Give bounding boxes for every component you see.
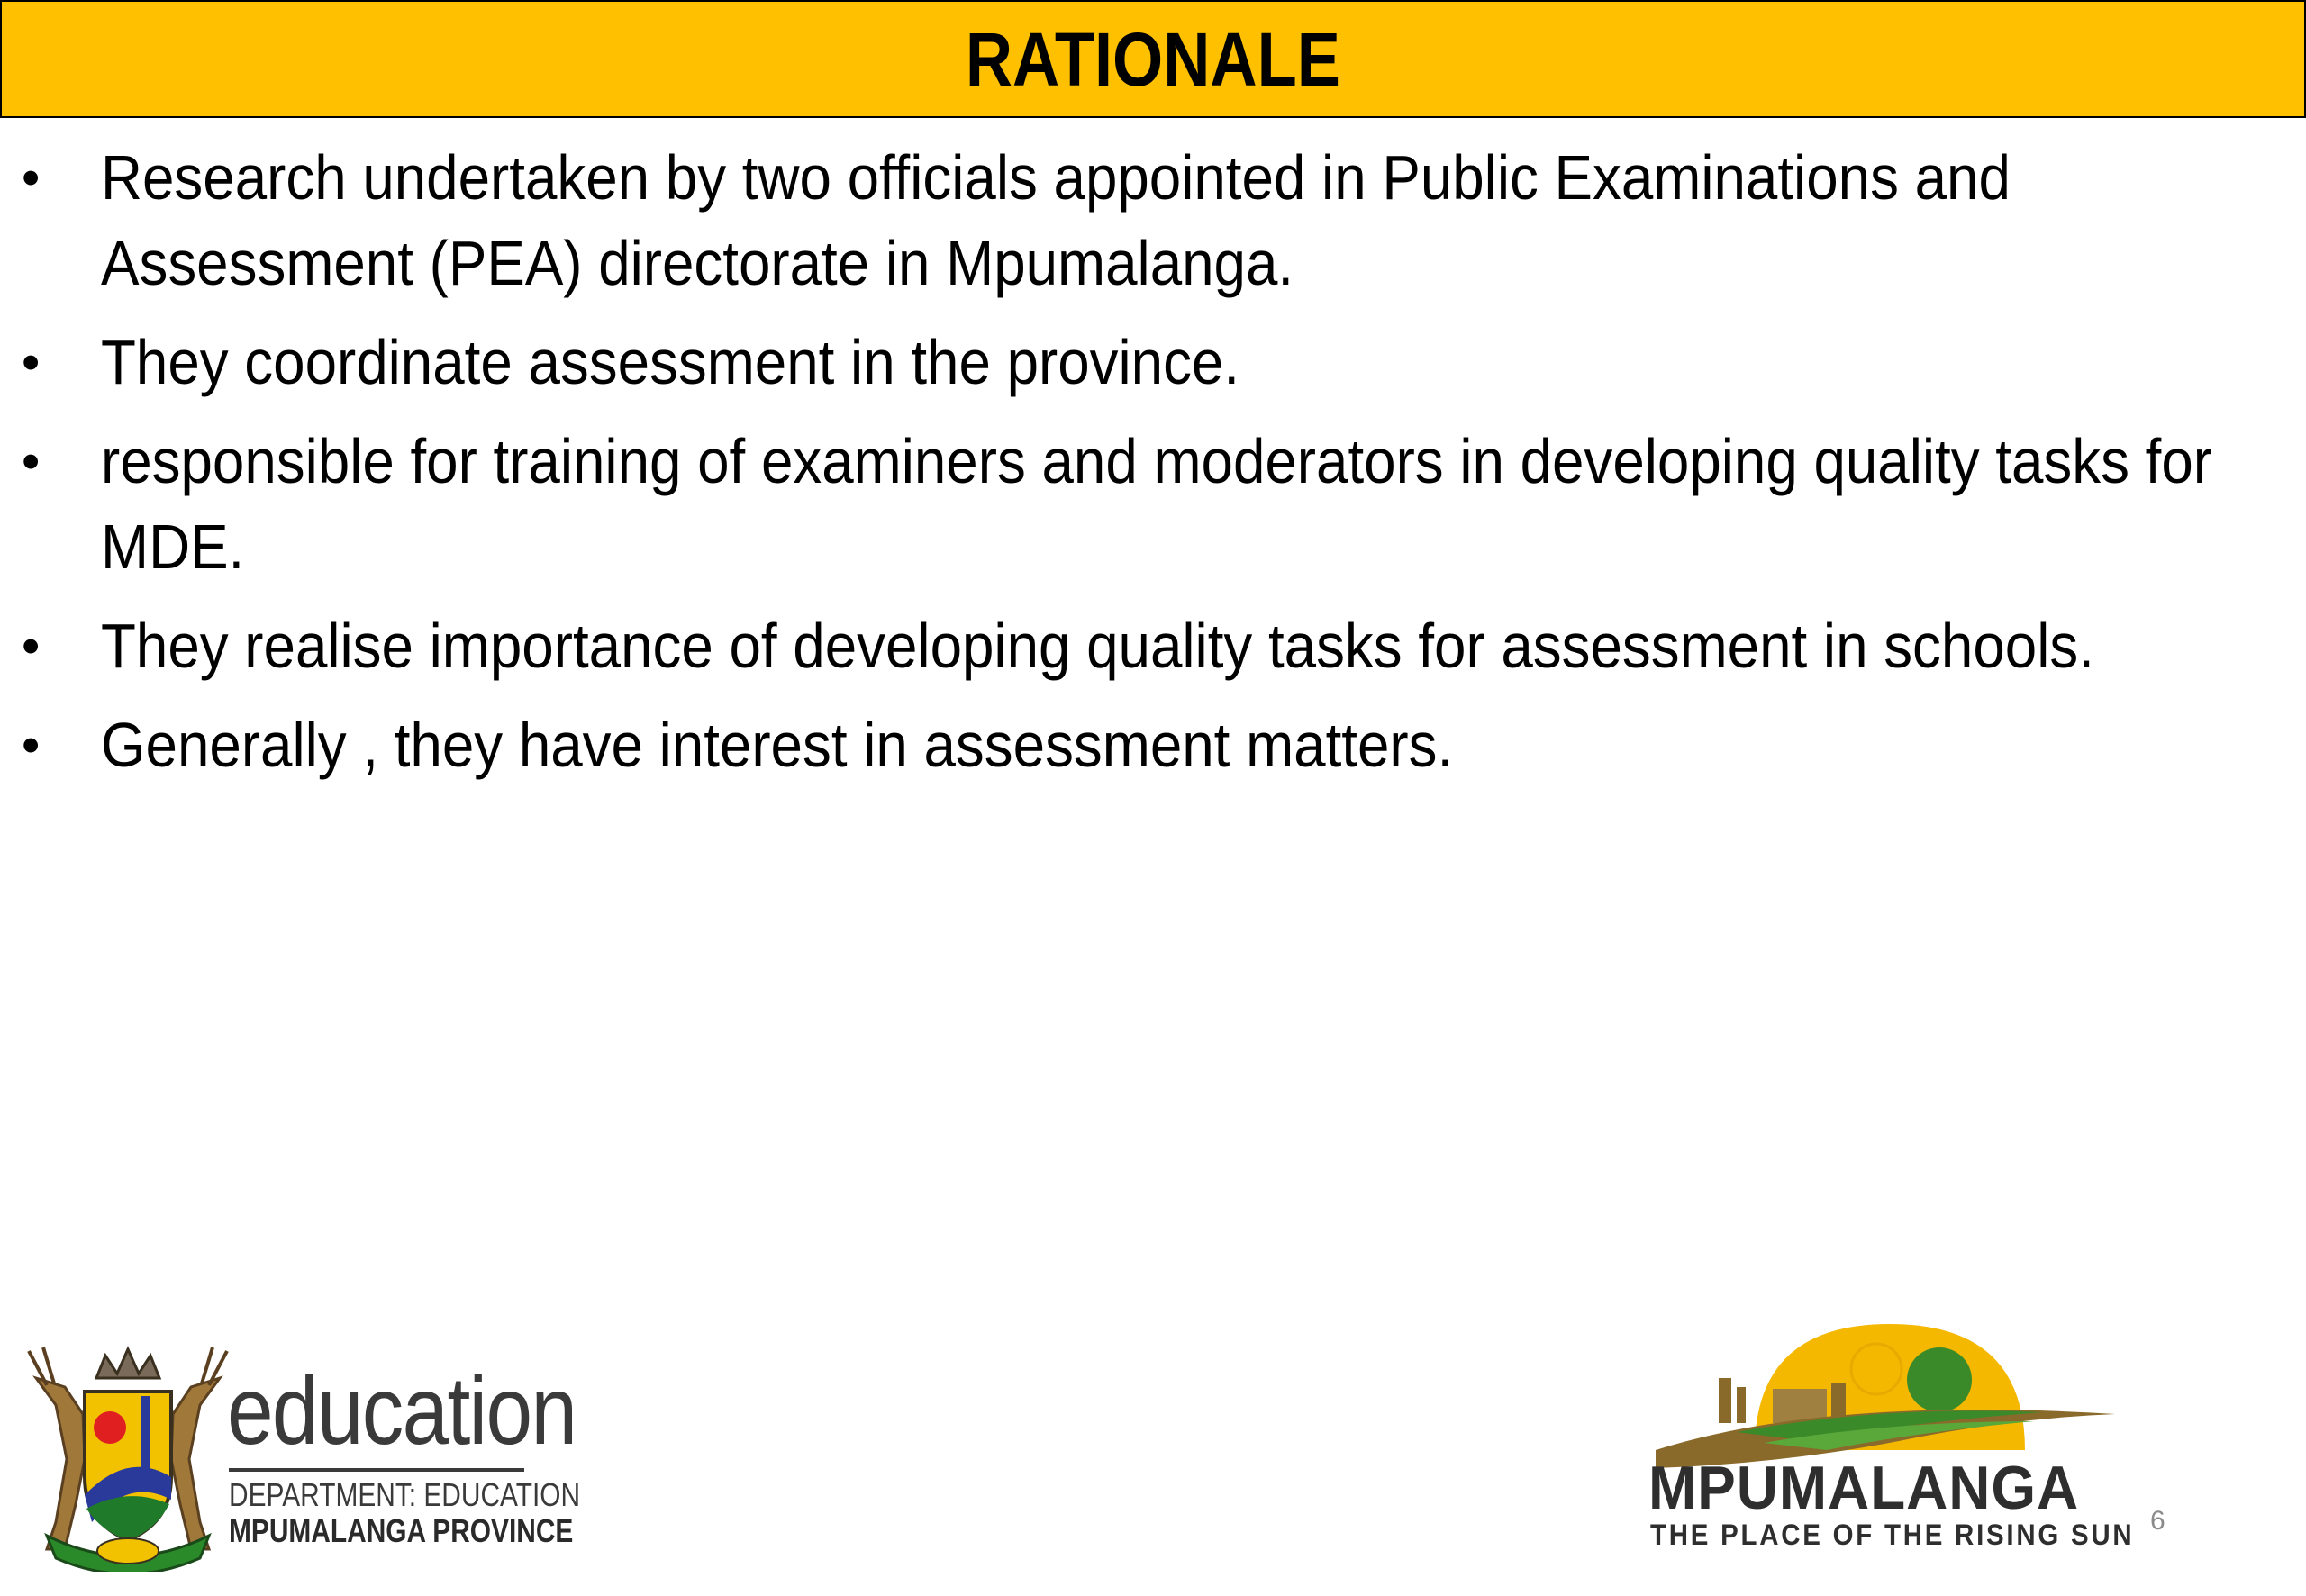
education-divider: [229, 1468, 524, 1472]
bullet-text: They coordinate assessment in the province.: [101, 327, 1240, 397]
rising-sun-landscape-icon: [1647, 1315, 2133, 1477]
bullet-icon: •: [22, 432, 41, 491]
bullet-text: Research undertaken by two officials appointed in Public Examinations and Assessment (PEA) directorate in Mpumalanga.: [101, 142, 2011, 298]
bullet-text: responsible for training of examiners and moderators in developing quality tasks for MDE.: [101, 426, 2213, 582]
mpumalanga-logo: [1647, 1315, 2133, 1549]
coat-of-arms-icon: [20, 1342, 236, 1572]
slide-title: RATIONALE: [965, 16, 1341, 102]
education-province: MPUMALANGA PROVINCE: [229, 1512, 574, 1549]
bullet-item: [0, 320, 2189, 405]
education-wordmark: education: [227, 1356, 576, 1465]
bullet-icon: •: [22, 617, 41, 676]
bullet-icon: •: [22, 149, 41, 207]
bullet-icon: •: [22, 716, 41, 775]
mpumalanga-tagline: THE PLACE OF THE RISING SUN: [1650, 1519, 2135, 1551]
bullet-item: [0, 703, 2189, 788]
education-department: DEPARTMENT: EDUCATION: [229, 1476, 581, 1513]
page-number: 6: [2150, 1506, 2165, 1536]
education-logo: [20, 1342, 581, 1576]
bullet-icon: •: [22, 333, 41, 392]
bullet-text: Generally , they have interest in assessment matters.: [101, 710, 1454, 780]
bullet-text: They realise importance of developing quality tasks for assessment in schools.: [101, 611, 2094, 681]
bullet-item: [0, 135, 2189, 306]
bullet-list: [0, 135, 2270, 802]
title-bar: [0, 0, 2306, 118]
bullet-item: [0, 419, 2213, 590]
mpumalanga-wordmark: MPUMALANGA: [1648, 1454, 2080, 1522]
bullet-item: [0, 603, 2189, 689]
